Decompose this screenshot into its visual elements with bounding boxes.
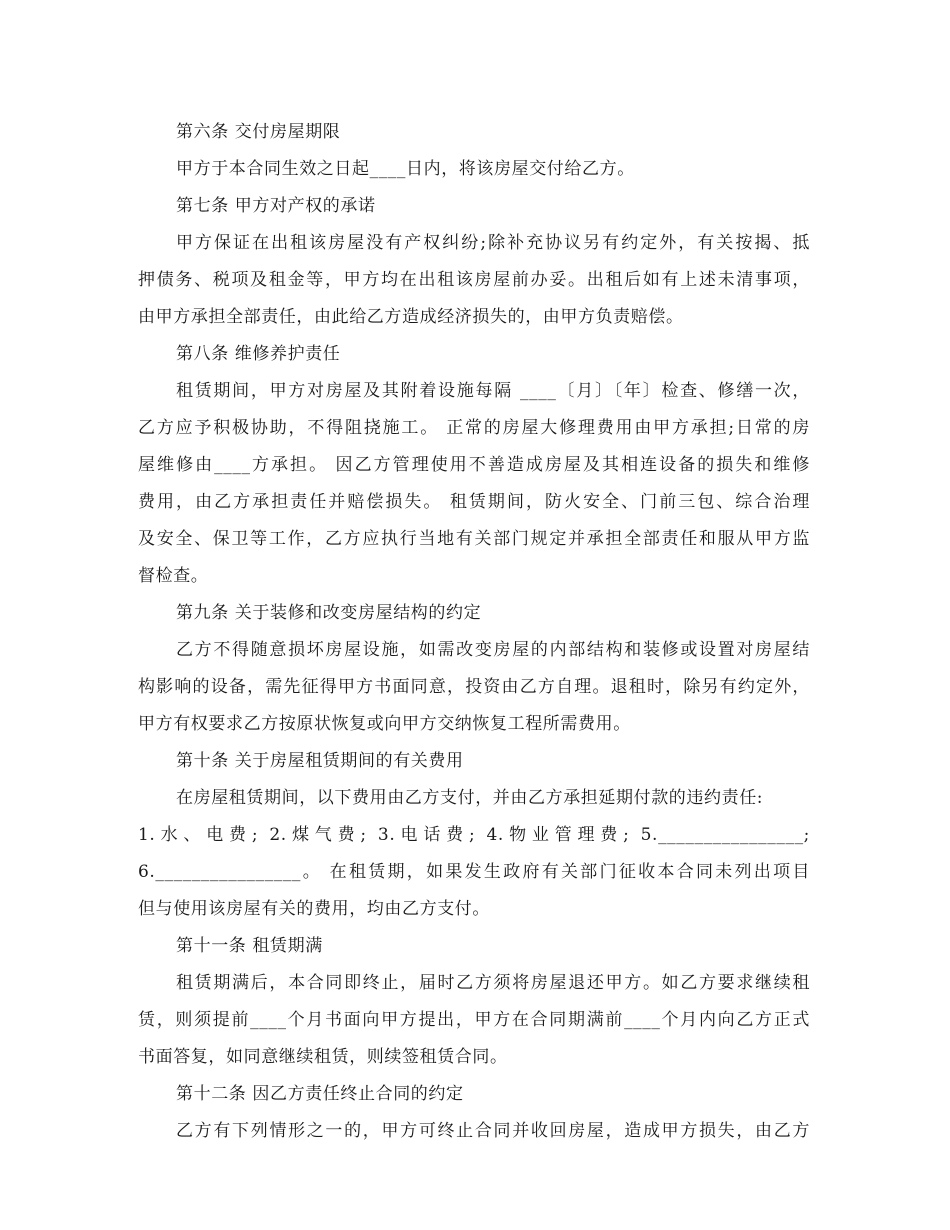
text-line: 书面答复，如同意继续租赁，则续签租赁合同。 xyxy=(138,1047,508,1067)
text-line: 押债务、税项及租金等，甲方均在出租该房屋前办妥。出租后如有上述未清事项， xyxy=(138,270,810,290)
text-line: 费用，由乙方承担责任并赔偿损失。 租赁期间，防火安全、门前三包、综合治理 xyxy=(138,492,810,512)
text-line: 甲方有权要求乙方按原状恢复或向甲方交纳恢复工程所需费用。 xyxy=(138,714,631,734)
text-line: 乙方有下列情形之一的，甲方可终止合同并收回房屋，造成甲方损失，由乙方 xyxy=(176,1121,810,1141)
text-line: 由甲方承担全部责任，由此给乙方造成经济损失的，由甲方负责赔偿。 xyxy=(138,307,684,327)
text-line: 乙方不得随意损坏房屋设施，如需改变房屋的内部结构和装修或设置对房屋结 xyxy=(176,640,810,660)
section-heading-11: 第十一条 租赁期满 xyxy=(176,936,323,956)
section-body-7 xyxy=(138,225,810,336)
section-body-6 xyxy=(138,151,810,188)
section-body-10 xyxy=(138,780,810,928)
text-line: 甲方于本合同生效之日起____日内，将该房屋交付给乙方。 xyxy=(176,159,635,179)
text-line: 但与使用该房屋有关的费用，均由乙方支付。 xyxy=(138,899,490,919)
text-line: 督检查。 xyxy=(138,566,209,586)
text-line: 赁，则须提前____个月书面向甲方提出，甲方在合同期满前____个月内向乙方正式 xyxy=(138,1010,810,1030)
text-line: 甲方保证在出租该房屋没有产权纠纷;除补充协议另有约定外，有关按揭、抵 xyxy=(176,233,810,253)
section-body-12 xyxy=(138,1113,810,1150)
section-heading-9: 第九条 关于装修和改变房屋结构的约定 xyxy=(176,603,482,623)
text-line: 构影响的设备，需先征得甲方书面同意，投资由乙方自理。退租时，除另有约定外， xyxy=(138,677,810,697)
contract-body xyxy=(138,114,810,1150)
section-heading-10: 第十条 关于房屋租赁期间的有关费用 xyxy=(176,751,464,771)
text-line: 屋维修由____方承担。 因乙方管理使用不善造成房屋及其相连设备的损失和维修 xyxy=(138,455,810,475)
text-line: 租赁期间，甲方对房屋及其附着设施每隔 ____〔月〕〔年〕检查、修缮一次， xyxy=(176,381,810,401)
text-line: 及安全、保卫等工作，乙方应执行当地有关部门规定并承担全部责任和服从甲方监 xyxy=(138,529,810,549)
text-line: 1.水、电费; 2.煤气费; 3.电话费; 4.物业管理费; 5.________________; xyxy=(138,825,810,845)
text-line: 在房屋租赁期间，以下费用由乙方支付，并由乙方承担延期付款的违约责任: xyxy=(176,788,764,808)
section-body-8 xyxy=(138,373,810,595)
section-heading-7: 第七条 甲方对产权的承诺 xyxy=(176,196,376,216)
text-line: 乙方应予积极协助，不得阻挠施工。 正常的房屋大修理费用由甲方承担;日常的房 xyxy=(138,418,810,438)
text-line: 6.________________。 在租赁期，如果发生政府有关部门征收本合同未列出项目 xyxy=(138,862,810,882)
section-heading-6: 第六条 交付房屋期限 xyxy=(176,122,341,142)
section-body-9 xyxy=(138,632,810,743)
section-heading-8: 第八条 维修养护责任 xyxy=(176,344,341,364)
section-heading-12: 第十二条 因乙方责任终止合同的约定 xyxy=(176,1084,464,1104)
section-body-11 xyxy=(138,965,810,1076)
text-line: 租赁期满后，本合同即终止，届时乙方须将房屋退还甲方。如乙方要求继续租 xyxy=(176,973,810,993)
